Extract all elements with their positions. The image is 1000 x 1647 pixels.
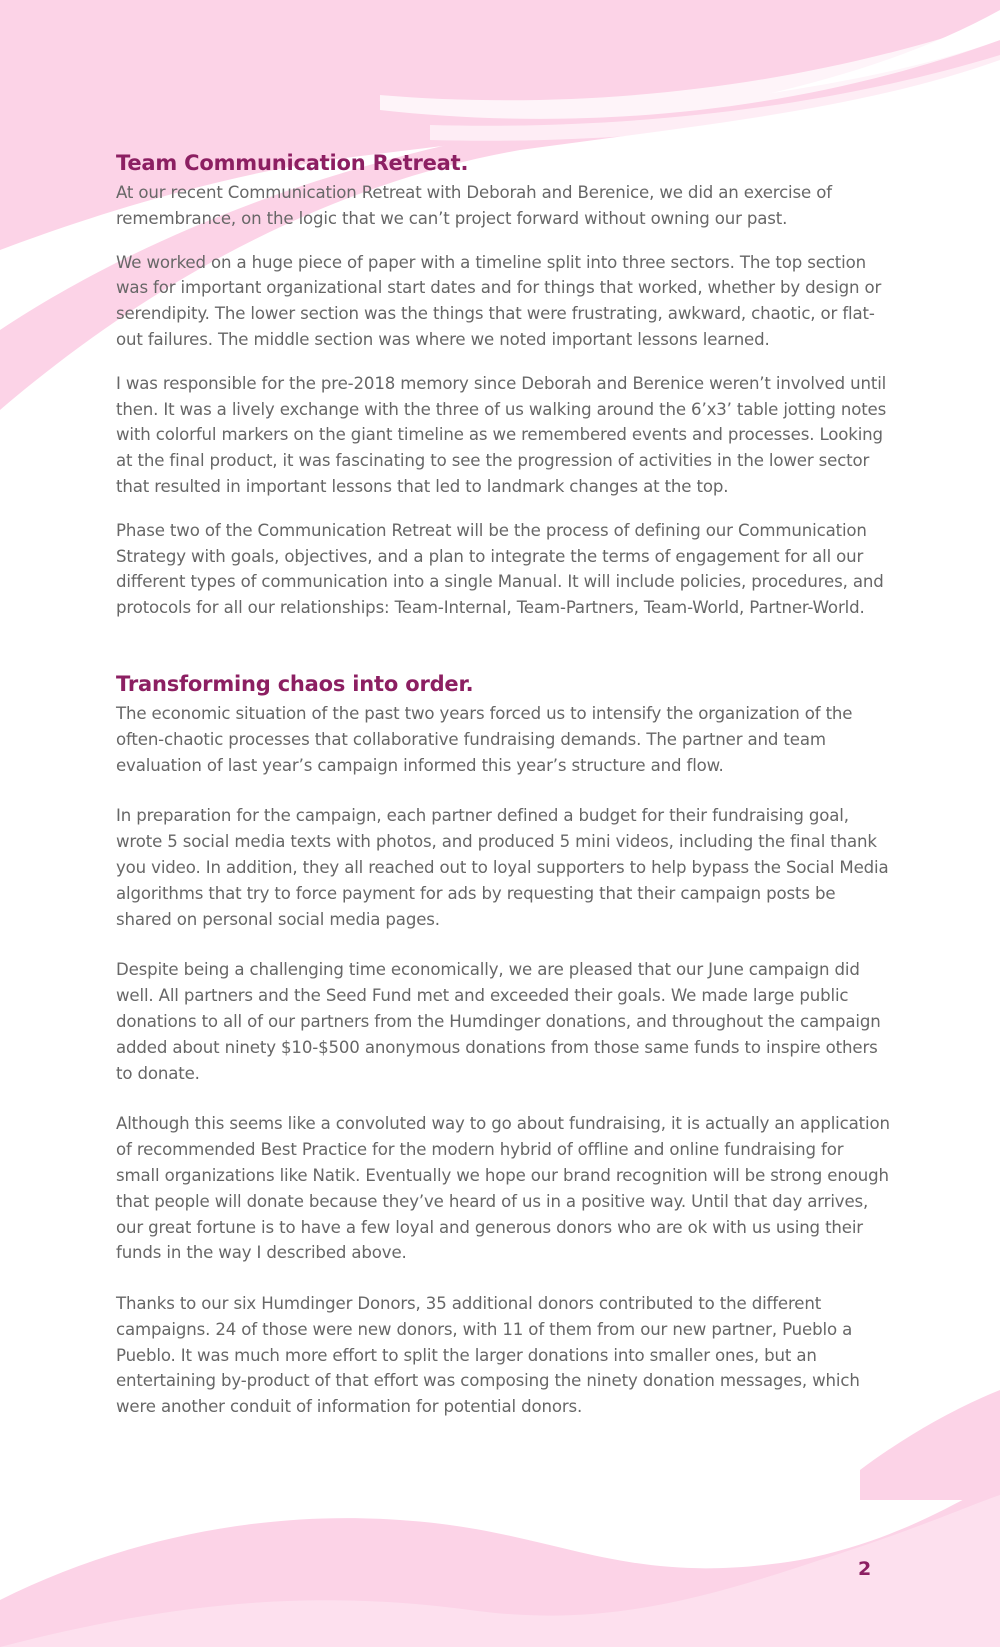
paragraph: The economic situation of the past two years forced us to intensify the organization of the often-chaotic processes that collaborative fundraising demands. The partner and team evaluation of last year’s campaign informed this year’s structure and flow. xyxy=(116,703,853,775)
page-content xyxy=(116,146,891,1445)
section-transforming-chaos xyxy=(116,667,891,1420)
paragraph: At our recent Communication Retreat with Deborah and Berenice, we did an exercise of remembrance, on the logic that we can’t project forward without owning our past. xyxy=(116,183,832,228)
paragraph: Phase two of the Communication Retreat will be the process of defining our Communication Strategy with goals, objectives, and a plan to integrate the terms of engagement for all our different types of communication into a single Manual. It will include policies, procedures, and protocols for all our relationships: Team-Internal, Team-Partners, Team-World, Partner-World. xyxy=(116,520,884,618)
paragraph: Despite being a challenging time economically, we are pleased that our June campaign did well. All partners and the Seed Fund met and exceeded their goals. We made large public donations to all of our partners from the Humdinger donations, and throughout the campaign added about ninety $10-$500 anonymous donations from those same funds to inspire others to donate. xyxy=(116,960,881,1083)
paragraph: We worked on a huge piece of paper with a timeline split into three sectors. The top section was for important organizational start dates and for things that worked, whether by design or serendipity. The lower section was the things that were frustrating, awkward, chaotic, or flat-out failures. The middle section was where we noted important lessons learned. xyxy=(116,252,882,349)
section-heading: Transforming chaos into order. xyxy=(116,671,474,696)
paragraph: I was responsible for the pre-2018 memory since Deborah and Berenice weren’t involved until then. It was a lively exchange with the three of us walking around the 6’x3’ table jotting notes with colorful markers on the giant timeline as we remembered events and processes. Looking at the final product, it was fascinating to see the progression of activities in the lower sector that resulted in important lessons that led to landmark changes at the top. xyxy=(116,373,887,496)
paragraph: In preparation for the campaign, each partner defined a budget for their fundraising goal, wrote 5 social media texts with photos, and produced 5 mini videos, including the final thank you video. In addition, they all reached out to loyal supporters to help bypass the Social Media algorithms that try to force payment for ads by requesting that their campaign posts be shared on personal social media pages. xyxy=(116,806,889,929)
paragraph: Thanks to our six Humdinger Donors, 35 additional donors contributed to the different campaigns. 24 of those were new donors, with 11 of them from our new partner, Pueblo a Pueblo. It was much more effort to split the larger donations into smaller ones, but an entertaining by-product of that effort was composing the ninety donation messages, which were another conduit of information for potential donors. xyxy=(116,1294,860,1417)
section-team-communication-retreat xyxy=(116,146,891,621)
paragraph: Although this seems like a convoluted way to go about fundraising, it is actually an application of recommended Best Practice for the modern hybrid of offline and online fundraising for small organizations like Natik. Eventually we hope our brand recognition will be strong enough that people will donate because they’ve heard of us in a positive way. Until that day arrives, our great fortune is to have a few loyal and generous donors who are ok with us using their funds in the way I described above. xyxy=(116,1114,890,1263)
section-heading: Team Communication Retreat. xyxy=(116,151,469,175)
page-number: 2 xyxy=(858,1558,872,1580)
